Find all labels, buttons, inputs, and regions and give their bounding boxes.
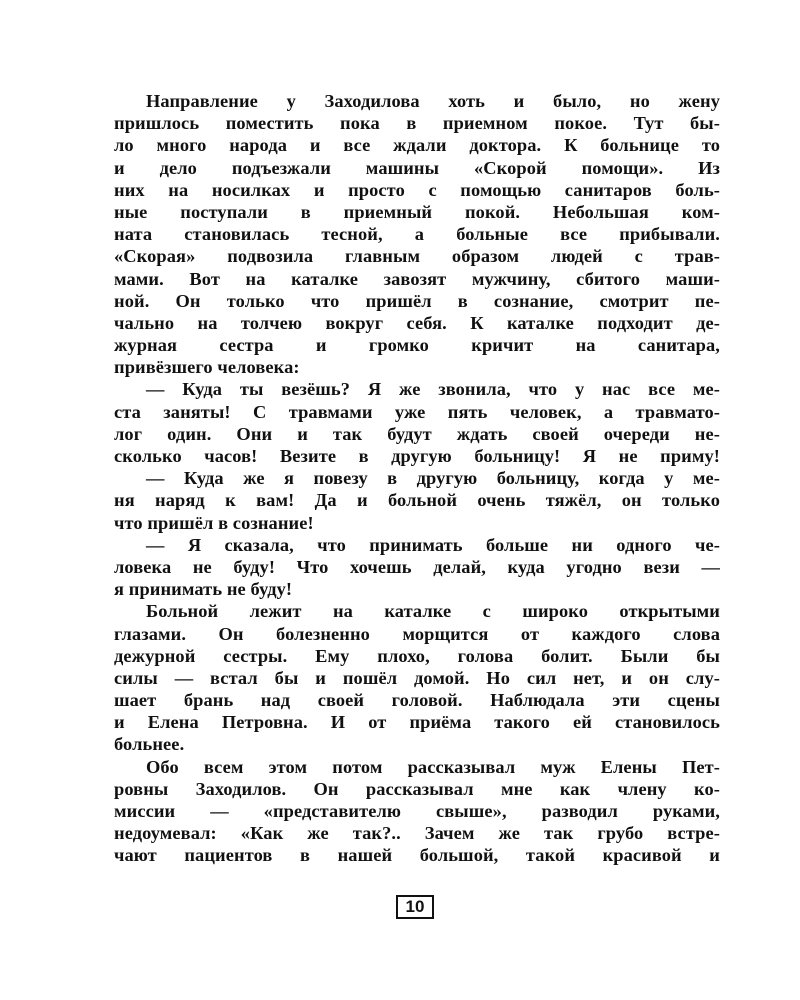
- text-line: дежурной сестры. Ему плохо, голова болит. Были бы: [114, 645, 720, 666]
- text-line: «Скорая» подвозила главным образом людей с трав-: [114, 246, 720, 267]
- text-line: ные поступали в приемный покой. Небольшая ком-: [114, 201, 720, 222]
- text-line: них на носилках и просто с помощью санитаров боль-: [114, 179, 720, 200]
- text-line: — Куда ты везёшь? Я же звонила, что у нас все ме-: [146, 379, 720, 400]
- text-line: что пришёл в сознание!: [114, 512, 314, 533]
- text-line: Обо всем этом потом рассказывал муж Елены Пет-: [146, 756, 720, 777]
- text-line: — Куда же я повезу в другую больницу, когда у ме-: [146, 468, 720, 489]
- text-line: сколько часов! Везите в другую больницу! Я не приму!: [114, 446, 720, 466]
- text-line: лог один. Они и так будут ждать своей очереди не-: [114, 423, 720, 444]
- text-line: привёзшего человека:: [114, 357, 300, 378]
- text-line: больнее.: [114, 734, 185, 755]
- text-line: шает брань над своей головой. Наблюдала эти сцены: [114, 690, 720, 711]
- text-line: и дело подъезжали машины «Скорой помощи». Из: [114, 157, 720, 178]
- text-line: чально на толчею вокруг себя. К каталке подходит де-: [114, 312, 720, 333]
- text-line: и Елена Петровна. И от приёма такого ей становилось: [114, 712, 720, 733]
- text-line: ной. Он только что пришёл в сознание, смотрит пе-: [114, 290, 720, 311]
- text-line: чают пациентов в нашей большой, такой красивой и: [114, 845, 720, 866]
- text-line: Направление у Заходилова хоть и было, но жену: [146, 91, 720, 111]
- text-line: мами. Вот на каталке завозят мужчину, сбитого маши-: [114, 268, 720, 289]
- text-line: глазами. Он болезненно морщится от каждого слова: [114, 623, 720, 644]
- book-page-text: [114, 90, 720, 867]
- text-line: силы — встал бы и пошёл домой. Но сил нет, и он слу-: [114, 667, 720, 688]
- page-number: 10: [396, 895, 434, 919]
- text-line: журная сестра и громко кричит на санитара,: [114, 335, 720, 356]
- text-line: я принимать не буду!: [114, 579, 293, 600]
- text-line: Больной лежит на каталке с широко открытыми: [146, 601, 720, 622]
- text-line: ловека не буду! Что хочешь делай, куда угодно вези —: [114, 556, 720, 577]
- text-line: миссии — «представителю свыше», разводил руками,: [114, 801, 720, 821]
- text-line: — Я сказала, что принимать больше ни одного че-: [146, 534, 720, 555]
- text-line: пришлось поместить пока в приемном покое. Тут бы-: [114, 113, 720, 134]
- text-line: ната становилась тесной, а больные все прибывали.: [114, 224, 720, 245]
- text-line: ровны Заходилов. Он рассказывал мне как члену ко-: [114, 778, 720, 799]
- text-line: ста заняты! С травмами уже пять человек, а травмато-: [114, 401, 720, 422]
- text-line: ня наряд к вам! Да и больной очень тяжёл, он только: [114, 490, 720, 511]
- text-line: ло много народа и все ждали доктора. К больнице то: [114, 135, 720, 156]
- text-line: недоумевал: «Как же так?.. Зачем же так грубо встре-: [114, 823, 720, 844]
